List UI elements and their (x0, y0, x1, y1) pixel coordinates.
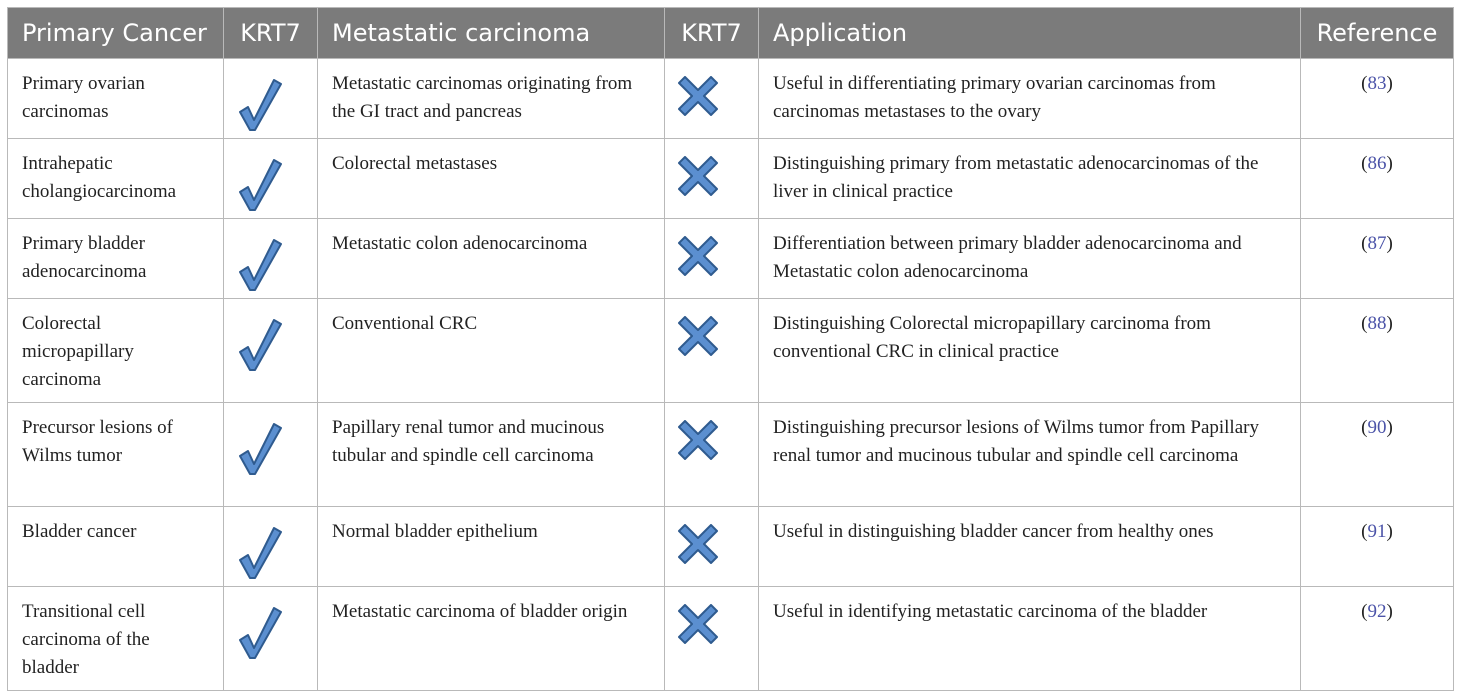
primary-cancer-text: Precursor lesions of Wilms tumor (22, 417, 173, 466)
reference-link[interactable]: 90 (1367, 417, 1387, 438)
check-mark-shape (240, 160, 281, 210)
krt7-comparison-table (7, 7, 1454, 691)
primary-cancer-text: Transitional cell carcinoma of the bladder (22, 601, 150, 678)
reference-close-paren: ) (1386, 73, 1393, 94)
reference-close-paren: ) (1386, 153, 1393, 174)
primary-cancer-cell (8, 219, 224, 299)
application-text: Distinguishing primary from metastatic adenocarcinomas of the liver in clinical practice (773, 153, 1259, 202)
primary-cancer-cell (8, 587, 224, 691)
reference-cell (1301, 219, 1454, 299)
cross-icon (678, 316, 718, 356)
reference-link[interactable]: 92 (1367, 601, 1387, 622)
krt7-primary-cell (224, 587, 318, 691)
primary-cancer-cell (8, 403, 224, 507)
header-metastatic-carcinoma: Metastatic carcinoma (318, 8, 665, 59)
application-text: Useful in differentiating primary ovarian carcinomas from carcinomas metastases to the ovary (773, 73, 1216, 122)
reference-link[interactable]: 88 (1367, 313, 1387, 334)
table-row (8, 299, 1454, 403)
metastatic-carcinoma-cell (318, 507, 665, 587)
application-cell (759, 403, 1301, 507)
primary-cancer-cell (8, 507, 224, 587)
metastatic-carcinoma-text: Papillary renal tumor and mucinous tubular and spindle cell carcinoma (332, 417, 605, 466)
metastatic-carcinoma-cell (318, 59, 665, 139)
cross-icon (678, 604, 718, 644)
cross-mark-shape (679, 421, 717, 459)
application-cell (759, 507, 1301, 587)
krt7-metastatic-cell (665, 587, 759, 691)
application-text: Distinguishing Colorectal micropapillary carcinoma from conventional CRC in clinical practice (773, 313, 1211, 362)
primary-cancer-cell (8, 139, 224, 219)
primary-cancer-text: Primary ovarian carcinomas (22, 73, 145, 122)
reference-link[interactable]: 86 (1367, 153, 1387, 174)
reference-close-paren: ) (1386, 313, 1393, 334)
metastatic-carcinoma-text: Metastatic carcinoma of bladder origin (332, 601, 628, 622)
check-mark-shape (240, 528, 281, 578)
reference-open-paren: ( (1361, 417, 1368, 438)
check-mark-shape (240, 424, 281, 474)
check-mark-shape (240, 320, 281, 370)
reference-close-paren: ) (1386, 521, 1393, 542)
application-text: Useful in distinguishing bladder cancer from healthy ones (773, 521, 1214, 542)
reference-link[interactable]: 87 (1367, 233, 1387, 254)
krt7-primary-cell (224, 403, 318, 507)
check-icon (237, 420, 283, 476)
application-cell (759, 587, 1301, 691)
krt7-metastatic-cell (665, 59, 759, 139)
cross-icon (678, 524, 718, 564)
primary-cancer-text: Intrahepatic cholangiocarcinoma (22, 153, 177, 202)
metastatic-carcinoma-cell (318, 587, 665, 691)
krt7-primary-cell (224, 219, 318, 299)
cross-mark-shape (679, 237, 717, 275)
header-reference: Reference (1301, 8, 1454, 59)
krt7-primary-cell (224, 507, 318, 587)
cross-mark-shape (679, 525, 717, 563)
check-icon (237, 524, 283, 580)
metastatic-carcinoma-text: Conventional CRC (332, 313, 478, 334)
reference-cell (1301, 507, 1454, 587)
metastatic-carcinoma-cell (318, 403, 665, 507)
cross-mark-shape (679, 157, 717, 195)
reference-link[interactable]: 83 (1367, 73, 1387, 94)
application-text: Differentiation between primary bladder adenocarcinoma and Metastatic colon adenocarcinoma (773, 233, 1242, 282)
primary-cancer-cell (8, 59, 224, 139)
table-row (8, 139, 1454, 219)
application-text: Useful in identifying metastatic carcinoma of the bladder (773, 601, 1208, 622)
primary-cancer-text: Bladder cancer (22, 521, 137, 542)
metastatic-carcinoma-cell (318, 139, 665, 219)
check-mark-shape (240, 80, 281, 130)
header-application: Application (759, 8, 1301, 59)
table-row (8, 403, 1454, 507)
check-icon (237, 76, 283, 132)
metastatic-carcinoma-text: Colorectal metastases (332, 153, 498, 174)
cross-mark-shape (679, 77, 717, 115)
check-icon (237, 316, 283, 372)
metastatic-carcinoma-cell (318, 299, 665, 403)
metastatic-carcinoma-text: Normal bladder epithelium (332, 521, 538, 542)
reference-open-paren: ( (1361, 233, 1368, 254)
table-row (8, 59, 1454, 139)
application-cell (759, 59, 1301, 139)
primary-cancer-text: Primary bladder adenocarcinoma (22, 233, 147, 282)
cross-icon (678, 236, 718, 276)
check-icon (237, 156, 283, 212)
cross-icon (678, 156, 718, 196)
reference-open-paren: ( (1361, 313, 1368, 334)
krt7-metastatic-cell (665, 507, 759, 587)
reference-open-paren: ( (1361, 521, 1368, 542)
application-cell (759, 219, 1301, 299)
cross-icon (678, 76, 718, 116)
reference-cell (1301, 59, 1454, 139)
application-text: Distinguishing precursor lesions of Wilms tumor from Papillary renal tumor and mucinous tubular and spindle cell carcinoma (773, 417, 1259, 466)
reference-cell (1301, 587, 1454, 691)
cross-icon (678, 420, 718, 460)
krt7-metastatic-cell (665, 219, 759, 299)
reference-open-paren: ( (1361, 601, 1368, 622)
header-row (8, 8, 1454, 59)
metastatic-carcinoma-cell (318, 219, 665, 299)
reference-open-paren: ( (1361, 73, 1368, 94)
reference-close-paren: ) (1386, 417, 1393, 438)
cross-mark-shape (679, 605, 717, 643)
reference-close-paren: ) (1386, 601, 1393, 622)
table-row (8, 507, 1454, 587)
metastatic-carcinoma-text: Metastatic carcinomas originating from the GI tract and pancreas (332, 73, 633, 122)
check-mark-shape (240, 240, 281, 290)
reference-cell (1301, 139, 1454, 219)
krt7-metastatic-cell (665, 139, 759, 219)
cross-mark-shape (679, 317, 717, 355)
krt7-metastatic-cell (665, 403, 759, 507)
reference-link[interactable]: 91 (1367, 521, 1387, 542)
reference-close-paren: ) (1386, 233, 1393, 254)
check-icon (237, 236, 283, 292)
header-krt7-metastatic: KRT7 (665, 8, 759, 59)
reference-cell (1301, 299, 1454, 403)
table-row (8, 219, 1454, 299)
check-mark-shape (240, 608, 281, 658)
header-krt7-primary: KRT7 (224, 8, 318, 59)
primary-cancer-text: Colorectal micropapillary carcinoma (22, 313, 134, 390)
reference-cell (1301, 403, 1454, 507)
header-primary-cancer: Primary Cancer (8, 8, 224, 59)
krt7-primary-cell (224, 139, 318, 219)
reference-open-paren: ( (1361, 153, 1368, 174)
application-cell (759, 139, 1301, 219)
krt7-primary-cell (224, 59, 318, 139)
primary-cancer-cell (8, 299, 224, 403)
metastatic-carcinoma-text: Metastatic colon adenocarcinoma (332, 233, 588, 254)
krt7-primary-cell (224, 299, 318, 403)
krt7-metastatic-cell (665, 299, 759, 403)
table-row (8, 587, 1454, 691)
check-icon (237, 604, 283, 660)
application-cell (759, 299, 1301, 403)
